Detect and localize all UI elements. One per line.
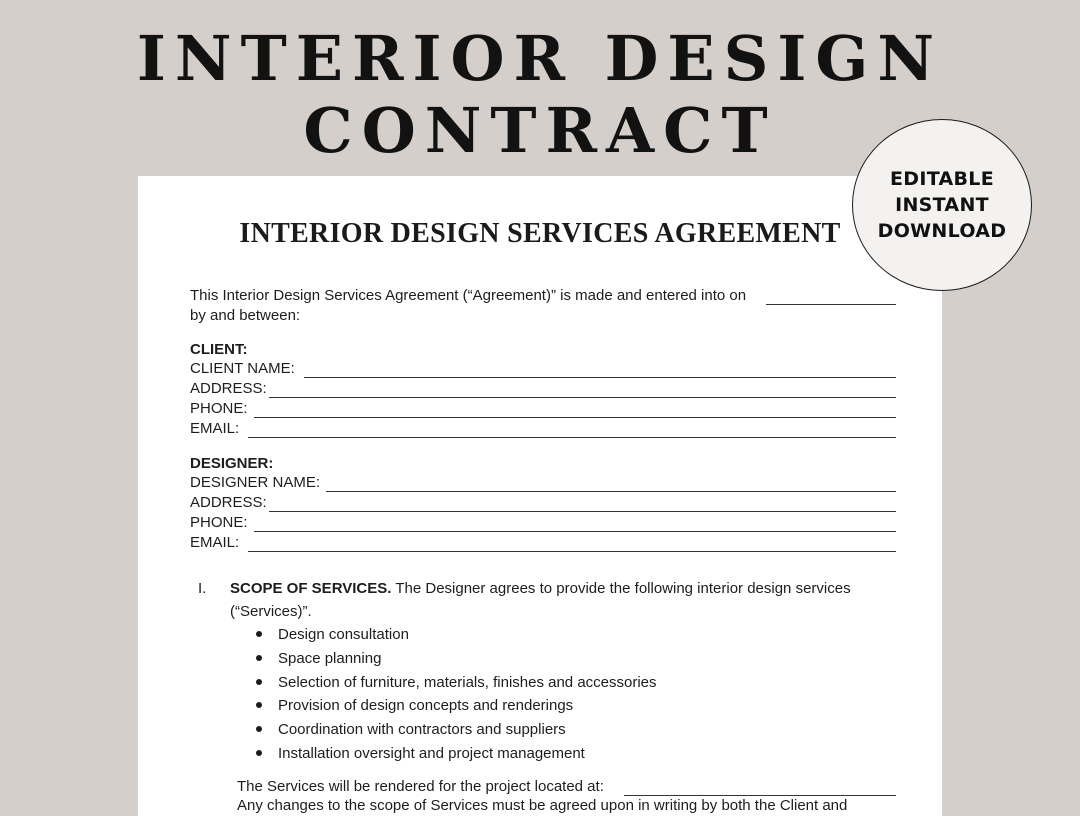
client-email-line[interactable] (248, 437, 896, 438)
bullet-icon (256, 679, 262, 685)
editable-badge (852, 119, 1032, 291)
designer-phone-line[interactable] (254, 531, 896, 532)
changes-text: Any changes to the scope of Services must be agreed upon in writing by both the Client and (237, 797, 848, 814)
designer-email-line[interactable] (248, 551, 896, 552)
designer-phone-label: PHONE: (190, 514, 248, 531)
hero-title-line-2: CONTRACT (303, 94, 777, 167)
list-item: Space planning (278, 650, 382, 667)
intro-text-line-2: by and between: (190, 307, 301, 324)
bullet-icon (256, 631, 262, 637)
designer-name-label: DESIGNER NAME: (190, 474, 321, 491)
list-item: Selection of furniture, materials, finishes and accessories (278, 674, 657, 691)
section-heading: SCOPE OF SERVICES. (230, 580, 392, 597)
document-page (138, 176, 942, 816)
location-text: The Services will be rendered for the project located at: (237, 778, 604, 795)
badge-line-1: EDITABLE (890, 168, 994, 190)
bullet-icon (256, 750, 262, 756)
client-email-label: EMAIL: (190, 420, 240, 437)
intro-text-line-1: This Interior Design Services Agreement (“Agreement)” is made and entered into on (190, 287, 747, 304)
badge-line-3: DOWNLOAD (877, 220, 1007, 242)
designer-address-label: ADDRESS: (190, 494, 267, 511)
designer-heading: DESIGNER: (190, 455, 274, 472)
designer-address-line[interactable] (269, 511, 896, 512)
hero-title-line-1: INTERIOR DESIGN (136, 22, 944, 95)
bullet-icon (256, 655, 262, 661)
client-name-line[interactable] (304, 377, 896, 378)
bullet-icon (256, 726, 262, 732)
bullet-icon (256, 702, 262, 708)
document-title: INTERIOR DESIGN SERVICES AGREEMENT (239, 218, 841, 249)
list-item: Installation oversight and project management (278, 745, 585, 762)
section-text-line-2: (“Services)”. (230, 603, 312, 620)
client-heading: CLIENT: (190, 341, 248, 358)
client-phone-line[interactable] (254, 417, 896, 418)
list-item: Coordination with contractors and suppliers (278, 721, 566, 738)
section-text: The Designer agrees to provide the following interior design services (395, 580, 851, 597)
client-address-label: ADDRESS: (190, 380, 267, 397)
project-location-line[interactable] (624, 795, 896, 796)
badge-line-2: INSTANT (895, 194, 989, 216)
client-address-line[interactable] (269, 397, 896, 398)
list-item: Design consultation (278, 626, 409, 643)
section-numeral: I. (198, 580, 207, 597)
list-item: Provision of design concepts and renderings (278, 697, 574, 714)
section-heading-line (230, 581, 851, 596)
designer-email-label: EMAIL: (190, 534, 240, 551)
designer-name-line[interactable] (326, 491, 896, 492)
client-name-label: CLIENT NAME: (190, 360, 295, 377)
client-phone-label: PHONE: (190, 400, 248, 417)
agreement-date-line[interactable] (766, 304, 896, 305)
